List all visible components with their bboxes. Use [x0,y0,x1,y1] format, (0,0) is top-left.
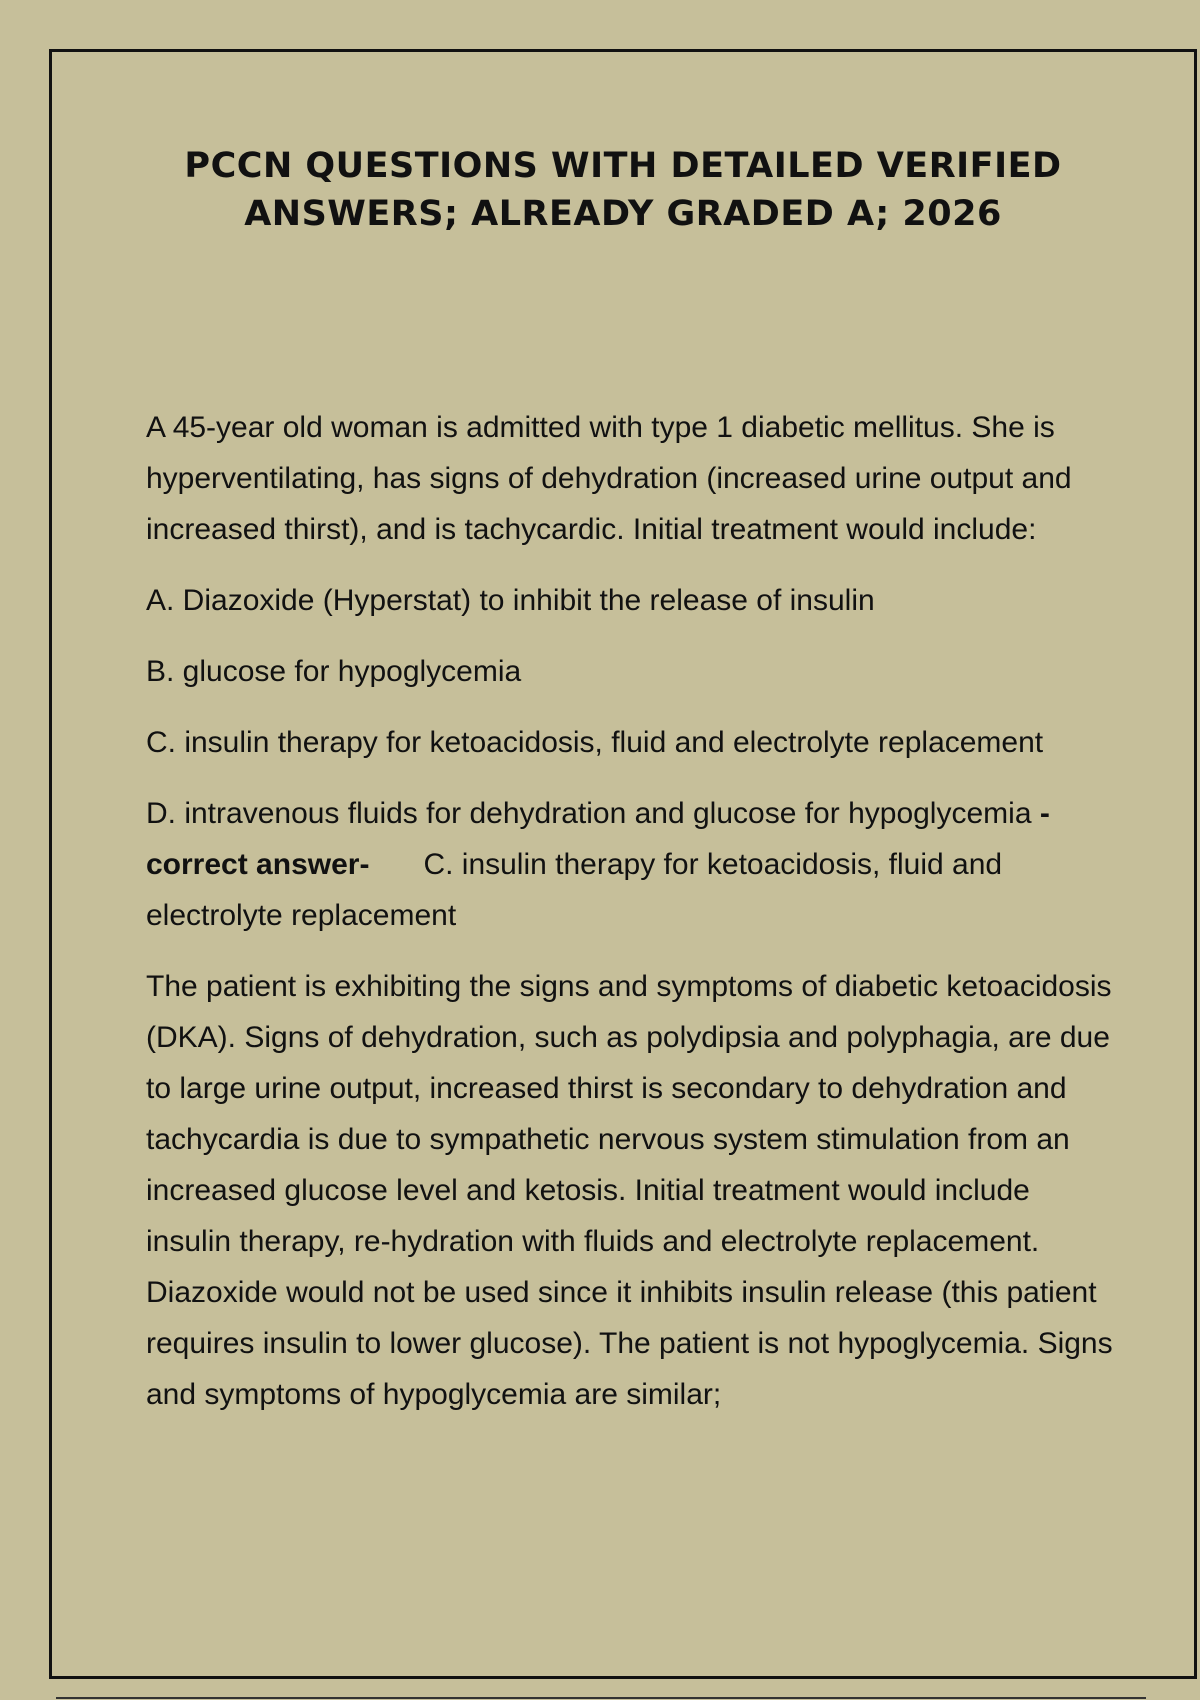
correct-answer-text: C. insulin therapy for ketoacidosis, fluid and electrolyte replacement [146,848,1003,932]
title-line-2: ANSWERS; ALREADY GRADED A; 2026 [244,194,1002,234]
bottom-divider [56,1697,1146,1699]
option-d-with-answer [146,788,1116,941]
title-line-1: PCCN QUESTIONS WITH DETAILED VERIFIED [184,146,1062,186]
option-d: D. intravenous fluids for dehydration and glucose for hypoglycemia [146,797,1032,830]
option-c: C. insulin therapy for ketoacidosis, fluid and electrolyte replacement [146,726,1044,759]
document-title [49,142,1197,238]
explanation-text: The patient is exhibiting the signs and symptoms of diabetic ketoacidosis (DKA). Signs of dehydration, such as polydipsia and polyphagia, are due to large urine output, increased thirst is secondary to dehydration and tachycardia is due to sympathetic nervous system stimulation from an increased glucose level and ketosis. Initial treatment would include insulin therapy, re-hydration with fluids and electrolyte replacement. Diazoxide would not be used since it inhibits insulin release (this patient requires insulin to lower glucose). The patient is not hypoglycemia. Signs and symptoms of hypoglycemia are similar; [146,970,1113,1411]
document-body [146,402,1116,1440]
question-text: A 45-year old woman is admitted with type 1 diabetic mellitus. She is hyperventilating, has signs of dehydration (increased urine output and increased thirst), and is tachycardic. Initial treatment would include: [146,411,1072,546]
option-a: A. Diazoxide (Hyperstat) to inhibit the release of insulin [146,584,875,617]
correct-answer-label: - correct answer- [146,797,1050,881]
option-b: B. glucose for hypoglycemia [146,655,522,688]
